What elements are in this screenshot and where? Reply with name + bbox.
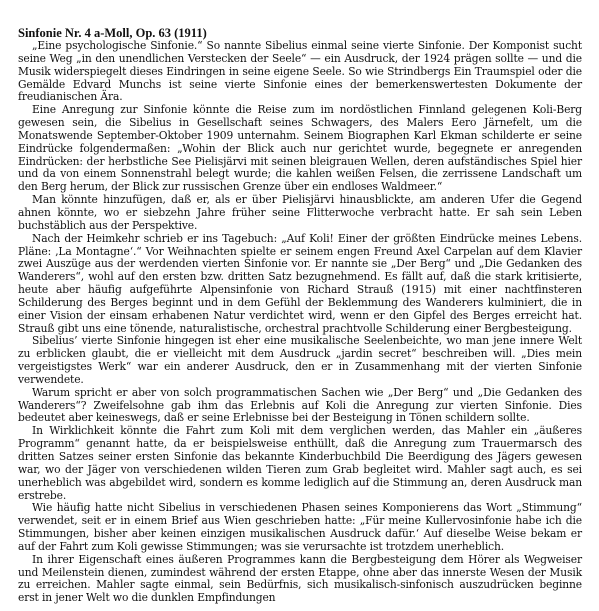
paragraph-9: In ihrer Eigenschaft eines äußeren Programmes kann die Bergbesteigung dem Hörer als Wegweiser und Meilenstein dienen, zumindest während der ersten Etappe, ohne aber das innerste Wesen der Musik zu erreichen. Mahler sagte einmal, sein Bedürfnis, sich musikalisch-sinfonisch auszudrücken beginne erst in jener Welt wo die dunklen Empfindungen [18,552,582,605]
paragraph-8: Wie häufig hatte nicht Sibelius in verschiedenen Phasen seines Komponierens das Wort „Stimmung“ verwendet, seit er in einem Brief aus Wien geschrieben hatte: „Für meine Kullervosinfonie habe ich die Stimmungen, bisher aber keinen einzigen musikalischen Ausdruck dafür.‘ Auf dieselbe Weise bekam er auf der Fahrt zum Koli gewisse Stimmungen; was sie verursachte ist trotzdem unerheblich. [18,501,582,553]
paragraph-3: Man könnte hinzufügen, daß er, als er über Pielisjärvi hinausblickte, am anderen Ufer die Gegend ahnen könnte, wo er siebzehn Jahre früher seine Flitterwoche verbracht hatte. Er sah sein Leben buchstäblich aus der Perspektive. [18,193,582,232]
paragraph-1: „Eine psychologische Sinfonie.“ So nannte Sibelius einmal seine vierte Sinfonie. Der Komponist sucht seine Weg „in den unendlichen Verstecken der Seele“ — ein Ausdruck, der 1924 prägen sollte — und die Musik widerspiegelt dieses Eindringen in seine eigene Seele. So wie Strindbergs Ein Traumspiel oder die Gemälde Edvard Munchs ist seine vierte Sinfonie eines der bemerkenswertesten Dokumente der freudianischen Ära. [18,39,582,104]
paragraph-6: Warum spricht er aber von solch programmatischen Sachen wie „Der Berg“ und „Die Gedanken des Wanderers“? Zweifelsohne gab ihm das Erlebnis auf Koli die Anregung zur vierten Sinfonie. Dies bedeutet aber keineswegs, daß er seine Erlebnisse bei der Besteigung in Tönen schildern sollte. [18,385,582,425]
paragraph-7: In Wirklichkeit könnte die Fahrt zum Koli mit dem verglichen werden, das Mahler ein „äußeres Programm“ genannt hatte, da er beispielsweise enthüllt, daß die Anregung zum Trauermarsch des dritten Satzes seiner ersten Sinfonie das bekannte Kinderbuchbild Die Beerdigung des Jägers gewesen war, wo der Jäger von verschiedenen wilden Tieren zum Grab begleitet wird. Mahler sagt auch, es sei unerheblich was abgebildet wird, sondern es komme lediglich auf die Stimmung an, deren Ausdruck man erstrebe. [18,424,582,502]
document-title: Sinfonie Nr. 4 a-Moll, Op. 63 (1911) [18,26,207,40]
paragraph-4: Nach der Heimkehr schrieb er ins Tagebuch: „Auf Koli! Einer der größten Eindrücke meines Lebens. Pläne: ‚La Montagne‘.“ Vor Weihnachten spielte er seinem engen Freund Axel Carpelan auf dem Klavier zwei Auszüge aus der werdenden vierten Sinfonie vor. Er nannte sie „Der Berg“ und „Die Gedanken des Wanderers“, wohl auf den ersten bzw. dritten Satz bezugnehmend. Es fällt auf, daß die stark kritisierte, heute aber häufig aufgeführte Alpensinfonie von Richard Strauß (1915) mit einer nachtfinsteren Schilderung des Berges beginnt und in dem Gefühl der Beklemmung des Wanderers kulminiert, die in einer Vision der einsam erhabenen Natur verdichtet wird, wenn er den Gipfel des Berges erreicht hat. Strauß gibt uns eine tönende, naturalistische, orchestral prachtvolle Schilderung einer Bergbesteigung. [18,231,582,335]
paragraph-5: Sibelius’ vierte Sinfonie hingegen ist eher eine musikalische Seelenbeichte, wo man jene innere Welt zu erblicken glaubt, die er vielleicht mit dem Ausdruck „jardin secret“ beschreiben will. „Dies mein vergeistigstes Werk“ war ein anderer Ausdruck, den er in Zusammenhang mit der vierten Sinfonie verwendete. [18,334,582,386]
paragraph-2: Eine Anregung zur Sinfonie könnte die Reise zum im nordöstlichen Finnland gelegenen Koli-Berg gewesen sein, die Sibelius in Gesellschaft seines Schwagers, des Malers Eero Järnefelt, um die Monatswende September-Oktober 1909 unternahm. Seinem Biographen Karl Ekman schilderte er seine Eindrücke folgendermaßen: „Wohin der Blick auch nur gerichtet wurde, begegnete er anregenden Eindrücken: der herbstliche See Pielisjärvi mit seinen bleigrauen Wellen, deren aufständisches Spiel hier und da von einem Sonnenstrahl belegt wurde; die kahlen weißen Felsen, die zerrissene Landschaft um den Berg herum, der Blick zur russischen Grenze über ein endloses Waldmeer.“ [18,103,582,194]
